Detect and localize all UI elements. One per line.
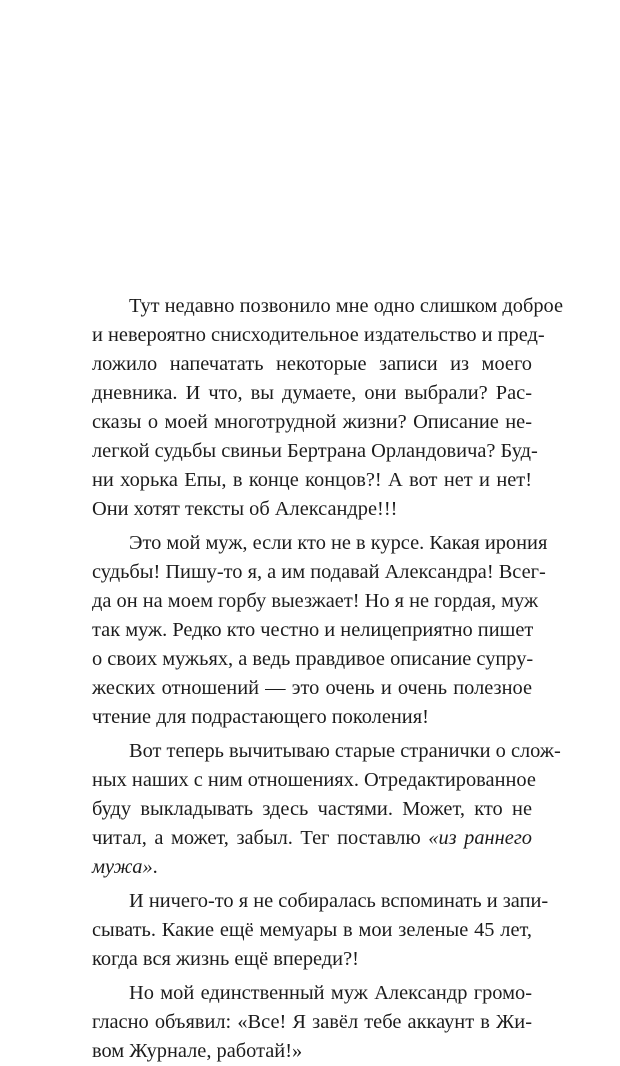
italic-tag-text: мужа» [92, 856, 153, 878]
text-line: да он на моем горбу выезжает! Но я не гордая, муж [92, 590, 539, 612]
paragraph [92, 887, 549, 974]
italic-tag-text: «из раннего [428, 827, 532, 849]
text-line: когда вся жизнь ещё впереди?! [92, 948, 359, 970]
text-line: И ничего-то я не собиралась вспоминать и запи- [129, 890, 549, 912]
text-line: жеских отношений — это очень и очень полезное [92, 677, 532, 699]
text-line: о своих мужьях, а ведь правдивое описание супру- [92, 648, 534, 670]
paragraph [92, 979, 532, 1066]
text-line: Они хотят тексты об Александре!!! [92, 498, 398, 520]
text-line: сказы о моей многотрудной жизни? Описание не- [92, 411, 532, 433]
text-line [92, 853, 532, 882]
text-line: судьбы! Пишу-то я, а им подавай Александра! Всег- [92, 561, 546, 583]
text-line: чтение для подрастающего поколения! [92, 706, 429, 728]
paragraph [92, 529, 548, 732]
text-line: Вот теперь вычитываю старые странички о слож- [129, 740, 561, 762]
text-line: гласно объявил: «Все! Я завёл тебе аккаунт в Жи- [92, 1011, 532, 1033]
text-line: буду выкладывать здесь частями. Может, кто не [92, 798, 532, 820]
text-line: Но мой единственный муж Александр громо- [129, 982, 532, 1004]
body-text [92, 292, 564, 1066]
text-line: ни хорька Епы, в конце концов?! А вот нет и нет! [92, 469, 532, 491]
text-line: ных наших с ним отношениях. Отредактированное [92, 769, 536, 791]
text-line: дневника. И что, вы думаете, они выбрали? Рас- [92, 382, 532, 404]
text-span: . [152, 856, 158, 878]
text-line: вом Журнале, работай!» [92, 1040, 303, 1062]
paragraph [92, 737, 561, 882]
text-span: читал, а может, забыл. Тег поставлю [92, 827, 421, 849]
paragraph [92, 292, 564, 524]
text-line [92, 824, 532, 853]
text-line: и невероятно снисходительное издательство и пред- [92, 324, 545, 346]
text-line: так муж. Редко кто честно и нелицеприятно пишет [92, 619, 534, 641]
text-line: сывать. Какие ещё мемуары в мои зеленые 45 лет, [92, 919, 532, 941]
text-line: легкой судьбы свиньи Бертрана Орландовича? Буд- [92, 440, 538, 462]
text-line: Тут недавно позвонило мне одно слишком доброе [129, 295, 564, 317]
text-line: ложило напечатать некоторые записи из моего [92, 353, 532, 375]
text-line: Это мой муж, если кто не в курсе. Какая ирония [129, 532, 548, 554]
